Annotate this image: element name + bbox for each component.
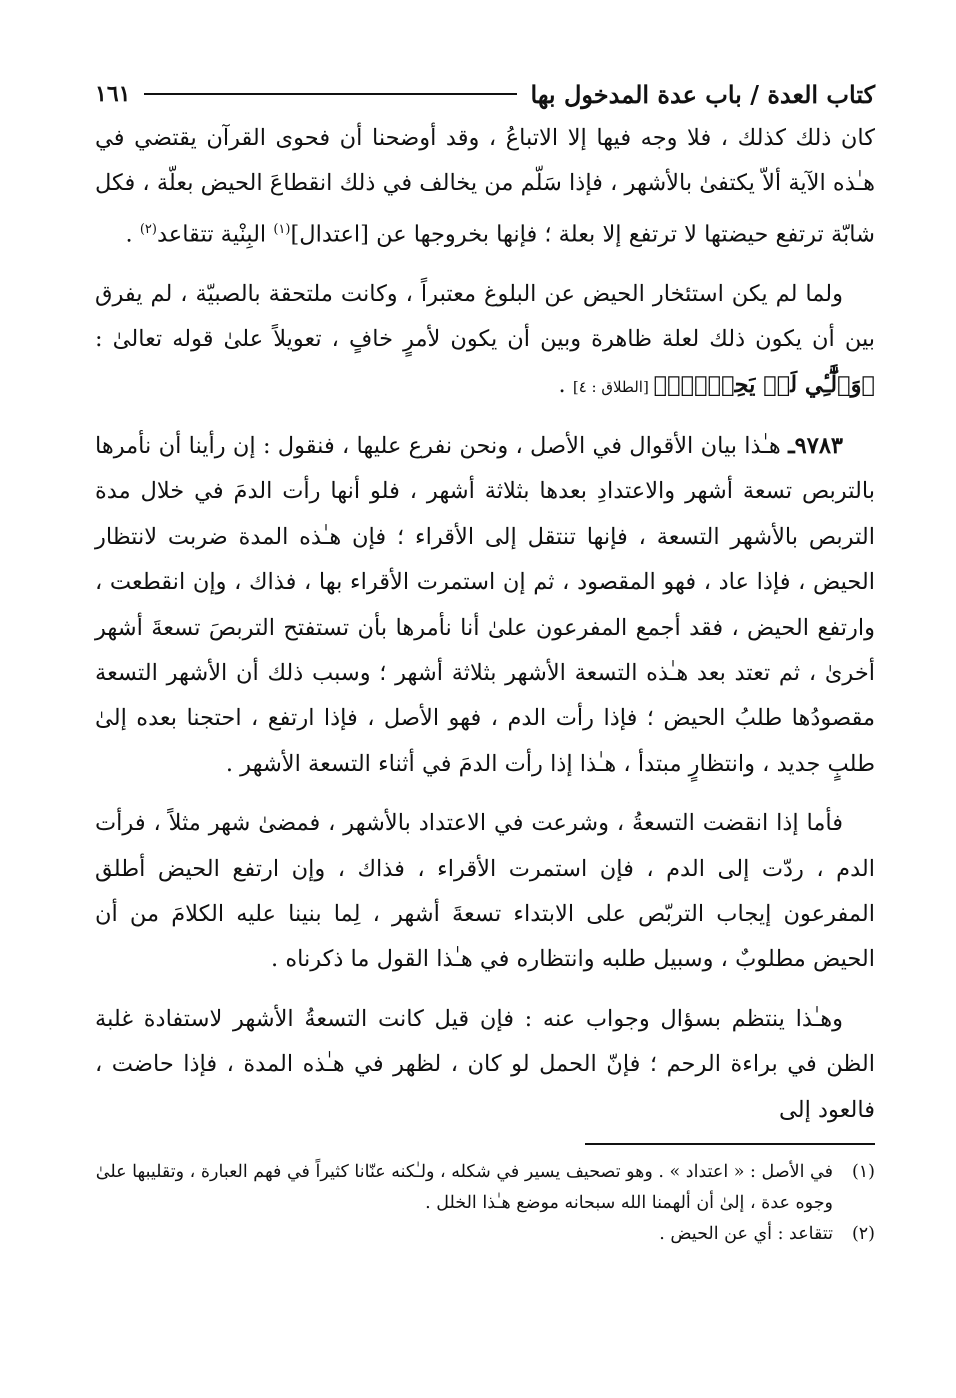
paragraph-1-tail: البِنْية تتقاعد xyxy=(156,221,274,248)
header-rule xyxy=(144,93,516,95)
paragraph-4: فأما إذا انقضت التسعةُ ، وشرعت في الاعتداد بالأشهر ، فمضىٰ شهر مثلاً ، فرأت الدم ، ردّت إلى الدم ، فإن استمرت الأقراء ، فذاك ، وإن ارتفع الحيض أطلق المفرعون إيجاب التربّص على الابتداء تسعةَ أشهر ، لِما بنينا عليه الكلامَ من أن الحيض مطلوبٌ ، وسبيل طلبه وانتظاره في هـٰذا القول ما ذكرناه . xyxy=(95,810,875,973)
verse-reference: [الطلاق : ٤] xyxy=(572,377,654,396)
paragraph-5: وهـٰذا ينتظم بسؤال وجواب عنه : فإن قيل كانت التسعةُ الأشهر لاستفادة غلبة الظن في براءة الرحم ؛ فإنّ الحمل لو كان ، لظهر في هـٰذه المدة ، فإذا حاضت ، فالعود إلى xyxy=(95,1005,875,1123)
paragraph-2 xyxy=(95,272,875,410)
footnote-2-text: تتقاعد : أي عن الحيض . xyxy=(659,1224,833,1245)
paragraph-1 xyxy=(95,116,875,258)
footnote-separator xyxy=(585,1143,875,1145)
paragraph-2-end: . xyxy=(558,371,573,398)
paragraph-1-text: كان ذلك كذلك ، فلا وجه فيها إلا الاتباعُ ، وقد أوضحنا أن فحوى القرآن يقتضي في هـٰذه الآية ألاّ يكتفىٰ بالأشهر ، فإذا سَلّم من يخالف في ذلك انقطاعَ الحيض بعلّة ، فكل شابّة ترتفع حيضتها لا ترتفع إلا بعلة ؛ فإنها بخروجها عن [اعتدال] xyxy=(95,125,875,248)
footnote-1 xyxy=(95,1157,875,1219)
paragraph-3 xyxy=(95,424,875,787)
quran-verse: ﴿وَٱلَّٰٓـِٔي لَمۡ يَحِضۡنَۚ﴾ xyxy=(653,371,875,398)
paragraph-2-text: ولما لم يكن استئخار الحيض عن البلوغ معتبراً ، وكانت ملتحقة بالصبيّة ، لم يفرق بين أن يكون ذلك لعلة ظاهرة وبين أن يكون لأمرٍ خافٍ ، تعويلاً علىٰ قوله تعالىٰ : xyxy=(95,280,875,353)
footnote-2-number: (٢) xyxy=(851,1224,875,1245)
footnote-ref-2[interactable]: (٢) xyxy=(139,221,157,237)
page-number: ١٦١ xyxy=(95,81,131,107)
running-header xyxy=(95,72,875,116)
issue-number: ٩٧٨٣ـ xyxy=(788,432,843,459)
footnote-2 xyxy=(95,1219,875,1250)
footnote-1-text: في الأصل : « اعتداد » . وهو تصحيف يسير في شكله ، ولـٰكنه عنّانا كثيراً في فهم العبارة ، وتقليبها علىٰ وجوه عدة ، إلىٰ أن ألهمنا الله سبحانه موضع هـٰذا الخلل . xyxy=(95,1162,833,1214)
paragraph-3-text: هـٰذا بيان الأقوال في الأصل ، ونحن نفرع عليها ، فنقول : إن رأينا أن نأمرها بالتربص تسعة أشهر والاعتدادِ بعدها بثلاثة أشهر ، فلو أنها رأت الدمَ في خلال مدة التربص بالأشهر التسعة ، فإنها تنتقل إلى الأقراء ؛ فإن هـٰذه المدة ضربت لانتظار الحيض ، فإذا عاد ، فهو المقصود ، ثم إن استمرت الأقراء بها ، فذاك ، وإن انقطعت ، وارتفع الحيض ، فقد أجمع المفرعون علىٰ أنا نأمرها بأن تستفتح التربصَ تسعةَ أشهر أخرىٰ ، ثم تعتد بعد هـٰذه التسعة الأشهر بثلاثة أشهر ؛ وسبب ذلك أن الأشهر التسعة مقصودُها طلبُ الحيض ؛ فإذا رأت الدم ، فهو الأصل ، فإذا ارتفع ، احتجنا بعده إلىٰ طلبٍ جديد ، وانتظارٍ مبتدأ ، هـٰذا إذا رأت الدمَ في أثناء التسعة الأشهر . xyxy=(95,432,875,777)
paragraph-1-end: . xyxy=(125,221,140,248)
footnote-ref-1[interactable]: (١) xyxy=(273,221,291,237)
footnote-1-number: (١) xyxy=(851,1162,875,1183)
book-page xyxy=(95,72,875,1250)
header-title: كتاب العدة / باب عدة المدخول بها xyxy=(530,79,875,109)
